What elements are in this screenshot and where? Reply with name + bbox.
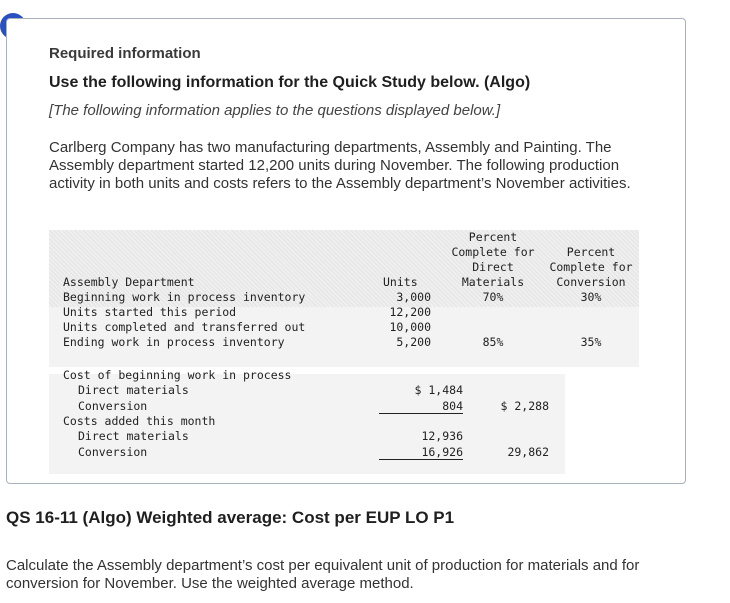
table-row: Beginning work in process inventory bbox=[63, 290, 306, 304]
header-conversion: Percent Complete for Conversion bbox=[549, 245, 633, 289]
header-department: Assembly Department bbox=[63, 275, 195, 289]
use-info-heading: Use the following information for the Quick Study below. (Algo) bbox=[49, 74, 531, 91]
cost-begin-dm-label: Direct materials bbox=[78, 383, 189, 397]
cost-added-dm-value: 12,936 bbox=[421, 429, 463, 443]
cost-begin-label: Cost of beginning work in process bbox=[63, 368, 292, 382]
qs-title: QS 16-11 (Algo) Weighted average: Cost per EUP LO P1 bbox=[6, 508, 455, 527]
table-row: Units started this period bbox=[63, 305, 237, 319]
cost-begin-total: $ 2,288 bbox=[500, 399, 549, 413]
cost-added-total: 29,862 bbox=[507, 445, 549, 459]
applies-note: [The following information applies to the questions displayed below.] bbox=[49, 102, 501, 119]
cost-begin-conv-label: Conversion bbox=[78, 399, 148, 413]
required-heading: Required information bbox=[49, 45, 201, 62]
table-row-materials: 85% bbox=[482, 335, 504, 349]
table-row: Ending work in process inventory bbox=[63, 335, 285, 349]
cost-begin-conv-value: 804 bbox=[379, 399, 463, 414]
cost-added-conv-label: Conversion bbox=[78, 445, 148, 459]
table-row: Units completed and transferred out bbox=[63, 320, 306, 334]
header-units: Units bbox=[383, 275, 418, 289]
problem-paragraph: Carlberg Company has two manufacturing departments, Assembly and Painting. The Assembly department started 12,200 units during November. The following production activity in both units and costs refers to the Assembly department’s November activities. bbox=[49, 139, 631, 192]
table-row-units: 5,200 bbox=[396, 335, 431, 349]
table-row-materials: 70% bbox=[482, 290, 504, 304]
calculate-instructions: Calculate the Assembly department’s cost per equivalent unit of production for materials and for conversion for November. Use the weighted average method. bbox=[6, 557, 640, 592]
cost-added-conv-value: 16,926 bbox=[379, 445, 463, 460]
table-row-conversion: 35% bbox=[580, 335, 602, 349]
header-materials: Percent Complete for Direct Materials bbox=[451, 230, 535, 289]
required-info-card bbox=[6, 18, 686, 484]
table-row-units: 12,200 bbox=[389, 305, 431, 319]
table-row-units: 3,000 bbox=[396, 290, 431, 304]
table-row-units: 10,000 bbox=[389, 320, 431, 334]
cost-added-label: Costs added this month bbox=[63, 414, 216, 428]
cost-added-dm-label: Direct materials bbox=[78, 429, 189, 443]
table-row-conversion: 30% bbox=[580, 290, 602, 304]
cost-begin-dm-value: $ 1,484 bbox=[414, 383, 463, 397]
